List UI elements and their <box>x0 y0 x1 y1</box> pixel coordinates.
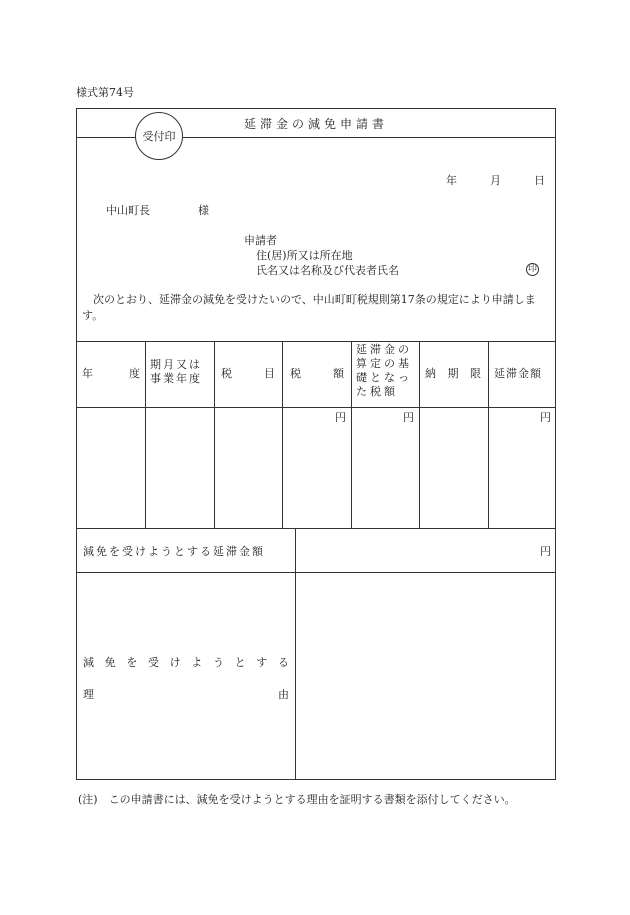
addressee-name: 中山町長 <box>106 204 150 217</box>
table-bottom-border <box>77 528 555 529</box>
header-tax-item: 税 目 <box>221 367 275 380</box>
reduction-amount-yen: 円 <box>540 545 551 558</box>
col-divider <box>488 341 489 528</box>
addressee <box>106 202 209 218</box>
reduction-amount-label: 減免を受けようとする延滞金額 <box>83 545 265 558</box>
yen-tax-amount: 円 <box>335 411 346 424</box>
reduction-divider <box>295 528 296 780</box>
reason-label-line1: 減 免 を 受 け よ う と す る <box>83 656 289 669</box>
amount-row-divider <box>77 572 555 573</box>
yen-basis: 円 <box>403 411 414 424</box>
col-divider <box>419 341 420 528</box>
applicant-label: 申請者 <box>244 234 277 247</box>
stamp-label: 受付印 <box>142 130 176 143</box>
col-divider <box>351 341 352 528</box>
addressee-honorific: 様 <box>198 204 209 217</box>
header-period: 期月又は 事業年度 <box>150 358 202 385</box>
yen-penalty-amount: 円 <box>540 411 551 424</box>
col-divider <box>282 341 283 528</box>
address-label: 住(居)所又は所在地 <box>256 249 353 262</box>
applicant-block <box>244 233 399 278</box>
date-year: 年 <box>446 174 457 187</box>
form-title: 延滞金の減免申請書 <box>243 117 388 131</box>
header-deadline: 納 期 限 <box>425 367 481 380</box>
date-line <box>446 172 545 188</box>
header-penalty-amount: 延滞金額 <box>494 367 542 380</box>
table-header-divider <box>77 407 555 408</box>
reason-label-line2: 理 由 <box>83 688 289 701</box>
seal-mark: 印 <box>527 264 537 274</box>
col-divider <box>145 341 146 528</box>
footnote: (注) この申請書には、減免を受けようとする理由を証明する書類を添付してください。 <box>78 793 516 806</box>
date-month: 月 <box>490 174 501 187</box>
header-tax-amount: 税 額 <box>290 367 344 380</box>
form-number: 様式第74号 <box>76 86 134 99</box>
request-statement: 次のとおり、延滞金の減免を受けたいので、中山町町税規則第17条の規定により申請します。 <box>82 293 536 322</box>
reception-stamp <box>135 112 183 160</box>
header-year: 年 度 <box>82 367 140 380</box>
table-top-border <box>77 341 555 342</box>
header-basis: 延滞金の 算定の基 礎となっ た税額 <box>356 343 412 398</box>
date-day: 日 <box>534 174 545 187</box>
name-label: 氏名又は名称及び代表者氏名 <box>256 264 399 277</box>
col-divider <box>214 341 215 528</box>
